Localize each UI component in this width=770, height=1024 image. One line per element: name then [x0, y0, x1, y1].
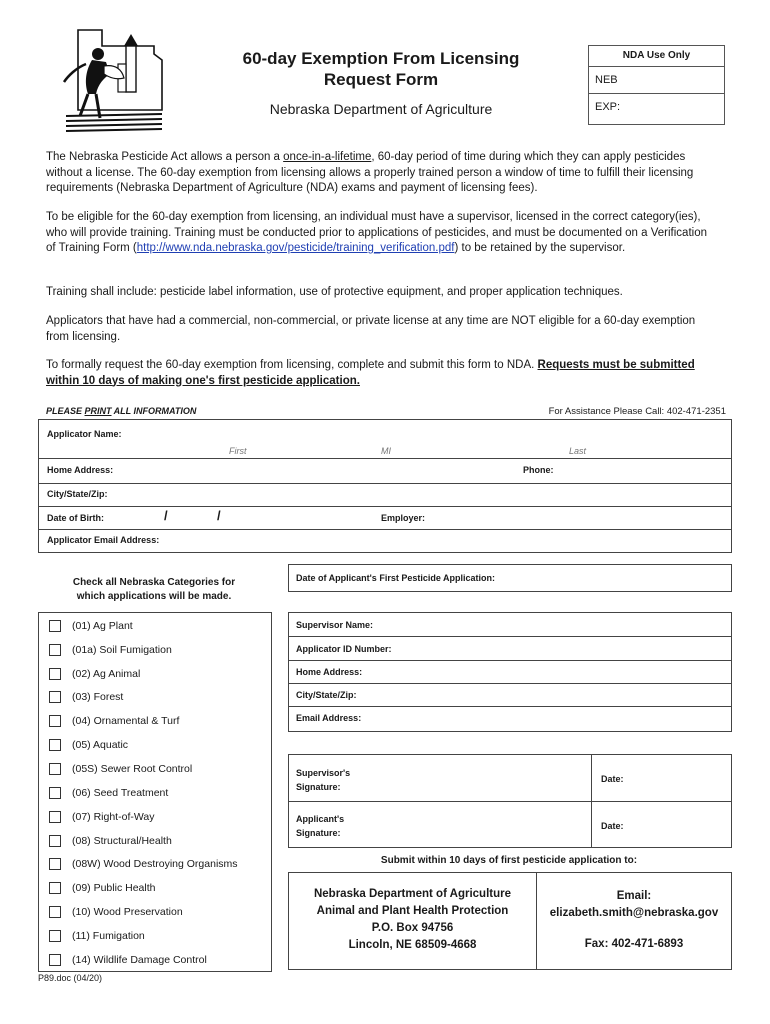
- p1-text-a: The Nebraska Pesticide Act allows a person a: [46, 151, 284, 163]
- checkbox[interactable]: [49, 882, 61, 894]
- supervisor-signature-line-1: Supervisor's: [296, 768, 351, 778]
- checkbox[interactable]: [49, 763, 61, 775]
- category-label: (05) Aquatic: [72, 739, 129, 751]
- checkbox[interactable]: [49, 715, 61, 727]
- employer-label[interactable]: Employer:: [381, 513, 426, 523]
- categories-heading-line-1: Check all Nebraska Categories for: [72, 577, 236, 588]
- supervisor-date-label[interactable]: Date:: [601, 774, 624, 784]
- checkbox[interactable]: [49, 835, 61, 847]
- contact-email[interactable]: elizabeth.smith@nebraska.gov: [549, 907, 719, 919]
- category-item[interactable]: [49, 930, 145, 942]
- mi-hint: MI: [381, 446, 391, 456]
- supervisor-signature-line-2: Signature:: [296, 782, 341, 792]
- print-suffix: ALL INFORMATION: [111, 406, 197, 416]
- title-line-1: 60-day Exemption From Licensing: [242, 49, 520, 68]
- assistance-phone: For Assistance Please Call: 402-471-2351: [548, 406, 726, 417]
- applicator-name-label[interactable]: Applicator Name:: [47, 429, 122, 439]
- print-word: PRINT: [84, 406, 112, 416]
- intro-paragraph-4: Applicators that have had a commercial, non-commercial, or private license at any time are NOT eligible for a 60-day exemption from licensing.: [46, 315, 696, 343]
- category-label: (08) Structural/Health: [72, 835, 172, 847]
- category-label: (05S) Sewer Root Control: [72, 763, 193, 775]
- supervisor-signature-label[interactable]: [296, 766, 350, 794]
- category-item[interactable]: [49, 739, 128, 751]
- checkbox[interactable]: [49, 787, 61, 799]
- category-item[interactable]: [49, 620, 133, 632]
- p2-text-b: ) to be retained by the supervisor.: [454, 242, 626, 254]
- nda-exp-field[interactable]: EXP:: [595, 101, 621, 113]
- p5-deadline: Requests must be submitted within 10 days of making one's first pesticide application.: [46, 359, 695, 387]
- p1-underlined: once-in-a-lifetime: [283, 151, 372, 163]
- p2-text-a: To be eligible for the 60-day exemption from licensing, an individual must have a supervisor, licensed in the correct category(ies), who will provide training. Training must be conducted prior to applications of pesticides, and must be documented on a Verification of Training Form (: [46, 211, 707, 254]
- category-item[interactable]: [49, 763, 192, 775]
- category-label: (06) Seed Treatment: [72, 787, 169, 799]
- city-state-zip-label[interactable]: City/State/Zip:: [47, 489, 108, 499]
- supervisor-home-address-label[interactable]: Home Address:: [296, 667, 363, 677]
- category-label: (10) Wood Preservation: [72, 906, 183, 918]
- category-item[interactable]: [49, 787, 168, 799]
- intro-paragraph-5: [46, 358, 711, 389]
- nda-box-heading: NDA Use Only: [589, 46, 724, 67]
- first-application-date-box[interactable]: [288, 564, 732, 592]
- categories-box: [38, 612, 272, 972]
- supervisor-info-box: [288, 612, 732, 732]
- category-label: (01a) Soil Fumigation: [72, 644, 172, 656]
- category-label: (01) Ag Plant: [72, 620, 133, 632]
- applicator-id-label[interactable]: Applicator ID Number:: [296, 644, 392, 654]
- supervisor-name-label[interactable]: Supervisor Name:: [296, 620, 374, 630]
- address-line-1: Nebraska Department of Agriculture: [313, 888, 512, 900]
- category-item[interactable]: [49, 811, 154, 823]
- category-item[interactable]: [49, 858, 238, 870]
- checkbox[interactable]: [49, 668, 61, 680]
- intro-paragraph-1: [46, 150, 711, 197]
- category-item[interactable]: [49, 668, 140, 680]
- checkbox[interactable]: [49, 739, 61, 751]
- dob-slash-2: /: [217, 508, 221, 523]
- applicant-signature-line-1: Applicant's: [296, 814, 345, 824]
- checkbox[interactable]: [49, 906, 61, 918]
- category-label: (07) Right-of-Way: [72, 811, 155, 823]
- category-item[interactable]: [49, 644, 172, 656]
- categories-heading-line-2: which applications will be made.: [76, 591, 232, 602]
- last-name-hint: Last: [569, 446, 587, 456]
- contact-info: [537, 888, 731, 953]
- nda-use-only-box: [588, 45, 725, 125]
- title-line-2: Request Form: [323, 70, 439, 89]
- address-line-2: Animal and Plant Health Protection: [316, 905, 509, 917]
- training-form-link[interactable]: http://www.nda.nebraska.gov/pesticide/training_verification.pdf: [136, 242, 455, 254]
- category-item[interactable]: [49, 835, 172, 847]
- dob-slash-1: /: [164, 508, 168, 523]
- category-label: (04) Ornamental & Turf: [72, 715, 180, 727]
- checkbox[interactable]: [49, 644, 61, 656]
- categories-heading: [44, 576, 264, 604]
- supervisor-email-label[interactable]: Email Address:: [296, 713, 362, 723]
- applicant-date-label[interactable]: Date:: [601, 821, 624, 831]
- intro-paragraph-2: [46, 210, 711, 257]
- category-item[interactable]: [49, 906, 183, 918]
- address-line-3: P.O. Box 94756: [371, 922, 454, 934]
- document-id: P89.doc (04/20): [38, 973, 103, 983]
- phone-label[interactable]: Phone:: [523, 465, 554, 475]
- home-address-label[interactable]: Home Address:: [47, 465, 114, 475]
- applicator-info-box: [38, 419, 732, 553]
- first-application-date-label: Date of Applicant's First Pesticide Application:: [296, 573, 496, 583]
- supervisor-city-label[interactable]: City/State/Zip:: [296, 690, 357, 700]
- form-subtitle: Nebraska Department of Agriculture: [269, 101, 493, 117]
- signatures-box: [288, 754, 732, 848]
- print-prefix: PLEASE: [46, 406, 85, 416]
- category-label: (09) Public Health: [72, 882, 156, 894]
- submit-address-box: [288, 872, 732, 970]
- p5-text: To formally request the 60-day exemption from licensing, complete and submit this form to NDA.: [46, 359, 538, 371]
- address-line-4: Lincoln, NE 68509-4668: [348, 939, 477, 951]
- checkbox[interactable]: [49, 620, 61, 632]
- category-label: (11) Fumigation: [72, 930, 145, 942]
- category-label: (02) Ag Animal: [72, 668, 141, 680]
- contact-fax: Fax: 402-471-6893: [584, 938, 684, 950]
- applicant-signature-label[interactable]: [296, 812, 344, 840]
- category-item[interactable]: [49, 882, 155, 894]
- category-label: (08W) Wood Destroying Organisms: [72, 858, 238, 870]
- applicant-signature-line-2: Signature:: [296, 828, 341, 838]
- first-name-hint: First: [229, 446, 247, 456]
- email-label: Email:: [616, 890, 652, 902]
- checkbox[interactable]: [49, 691, 61, 703]
- checkbox[interactable]: [49, 811, 61, 823]
- mailing-address: [289, 886, 536, 954]
- farmer-sowing-logo: [58, 24, 170, 136]
- p1-text-b: , 60-day period of time during which they can apply pesticides without a license. The 60-day exemption from licensing allows a properly trained person a window of time to fulfill their licensing requirements (Nebraska Department of Agriculture (NDA) exams and payment of licensing fees).: [46, 151, 694, 194]
- intro-paragraph-3: Training shall include: pesticide label information, use of protective equipment, and proper application techniques.: [46, 286, 623, 298]
- form-title: [200, 48, 562, 90]
- category-item[interactable]: [49, 691, 123, 703]
- checkbox[interactable]: [49, 954, 61, 966]
- checkbox[interactable]: [49, 858, 61, 870]
- submit-heading: Submit within 10 days of first pesticide application to:: [380, 855, 638, 866]
- nda-neb-field[interactable]: NEB: [589, 67, 724, 94]
- checkbox[interactable]: [49, 930, 61, 942]
- category-label: (03) Forest: [72, 691, 124, 703]
- applicator-email-label[interactable]: Applicator Email Address:: [47, 535, 160, 545]
- print-instruction: [46, 406, 196, 416]
- category-item[interactable]: [49, 954, 207, 966]
- dob-label[interactable]: Date of Birth:: [47, 513, 104, 523]
- category-label: (14) Wildlife Damage Control: [72, 954, 207, 966]
- category-item[interactable]: [49, 715, 179, 727]
